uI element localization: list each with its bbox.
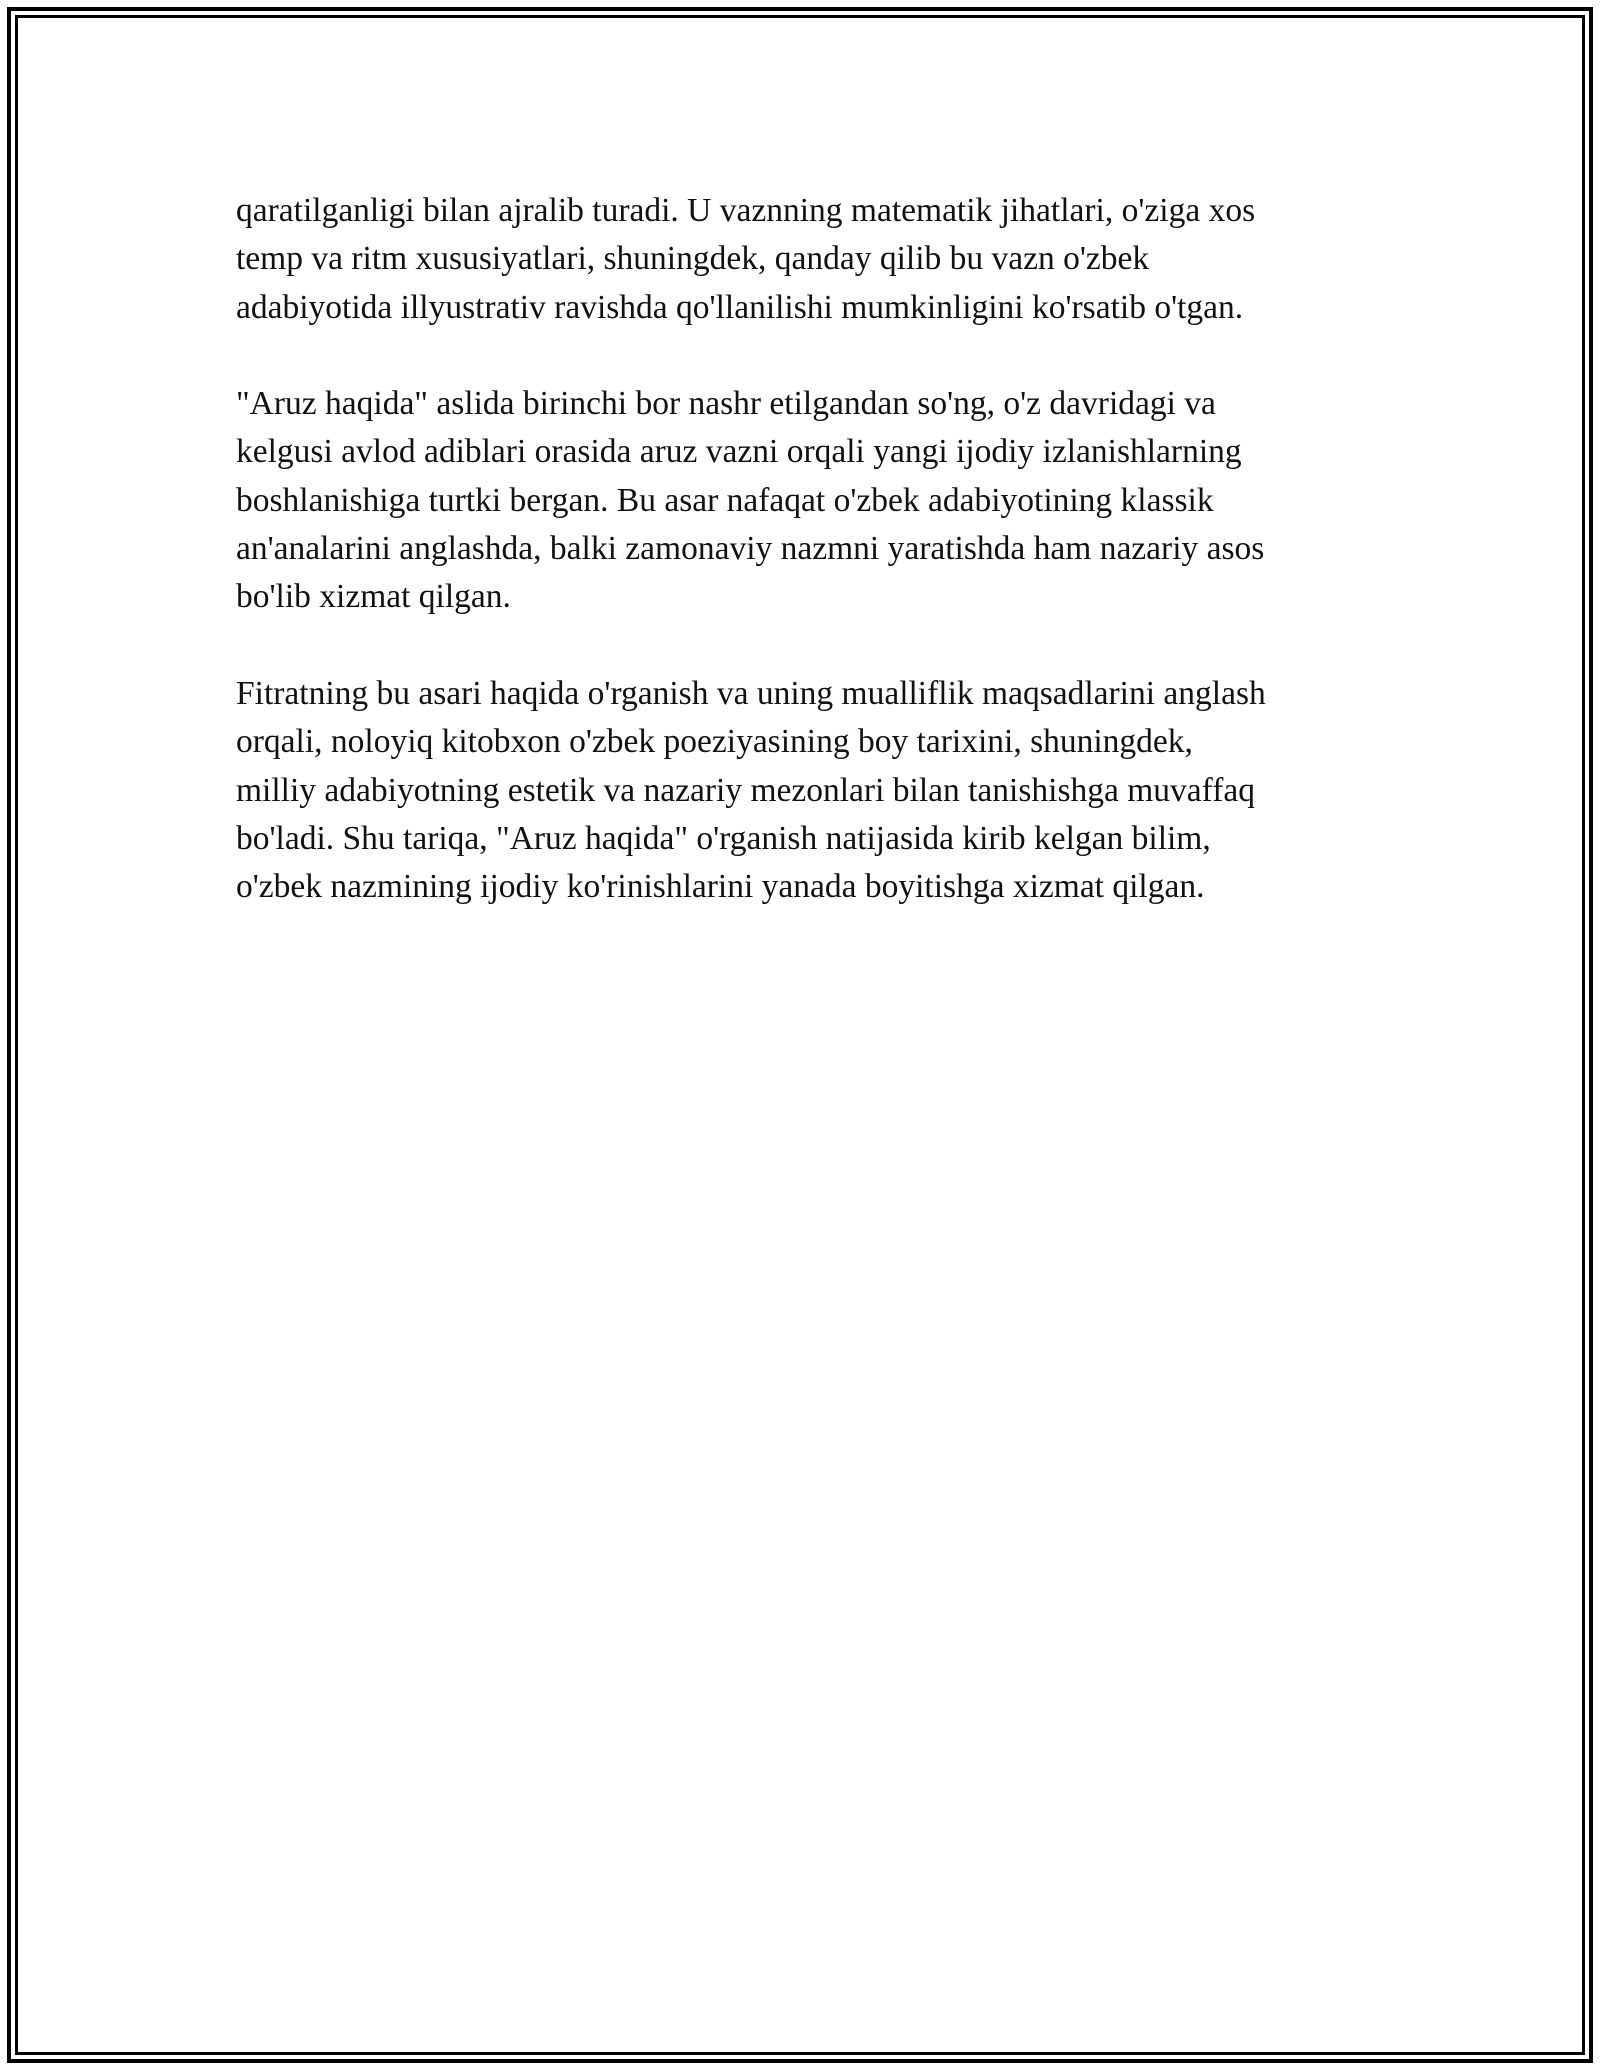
document-body — [236, 187, 1386, 960]
text-line: adabiyotida illyustrativ ravishda qo'llanilishi mumkinligini ko'rsatib o'tgan. — [236, 288, 1244, 326]
text-line: Fitratning bu asari haqida o'rganish va uning mualliflik maqsadlarini anglash — [236, 674, 1266, 712]
text-line: qaratilganligi bilan ajralib turadi. U vaznning matematik jihatlari, o'ziga xos — [236, 192, 1256, 229]
paragraph-2 — [236, 380, 1386, 621]
text-line: orqali, noloyiq kitobxon o'zbek poeziyasining boy tarixini, shuningdek, — [236, 723, 1193, 761]
text-line: kelgusi avlod adiblari orasida aruz vazni orqali yangi ijodiy izlanishlarning — [236, 433, 1242, 471]
text-line: "Aruz haqida" aslida birinchi bor nashr etilgandan so'ng, o'z davridagi va — [236, 385, 1216, 423]
paragraph-1 — [236, 187, 1386, 332]
text-line: bo'ladi. Shu tariqa, "Aruz haqida" o'rganish natijasida kirib kelgan bilim, — [236, 819, 1211, 857]
text-line: o'zbek nazmining ijodiy ko'rinishlarini yanada boyitishga xizmat qilgan. — [236, 868, 1205, 906]
text-line: temp va ritm xususiyatlari, shuningdek, qanday qilib bu vazn o'zbek — [236, 240, 1150, 278]
text-line: milliy adabiyotning estetik va nazariy mezonlari bilan tanishishga muvaffaq — [236, 771, 1255, 809]
text-line: boshlanishiga turtki bergan. Bu asar nafaqat o'zbek adabiyotining klassik — [236, 481, 1214, 519]
text-line: an'analarini anglashda, balki zamonaviy nazmni yaratishda ham nazariy asos — [236, 530, 1265, 568]
text-line: bo'lib xizmat qilgan. — [236, 578, 511, 616]
paragraph-3 — [236, 670, 1386, 911]
